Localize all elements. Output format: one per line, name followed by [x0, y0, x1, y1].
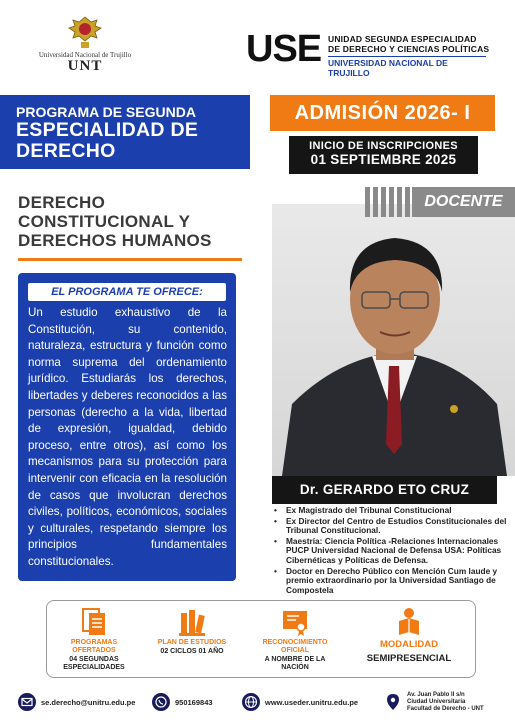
books-icon [179, 607, 205, 637]
address-text [407, 692, 484, 713]
address-line1: Av. Juan Pablo II s/n [407, 691, 465, 698]
program-box [0, 95, 250, 169]
course-line1: DERECHO [18, 193, 106, 212]
whatsapp-icon [152, 693, 170, 711]
inscription-label: INICIO DE INSCRIPCIONES [309, 140, 458, 152]
feature-title: RECONOCIMIENTO OFICIAL [262, 639, 328, 654]
docente-label: DOCENTE [412, 187, 515, 217]
offer-text: Un estudio exhaustivo de la Constitución, su contenido, naturaleza, estructura y función como norma suprema del ordenamiento jurídico. Estudiarás los derechos, libertades y deberes reconocidos a las personas (derecho a la vida, libertad de expresión, igualdad, debido proceso, entre otros), así como los mecanismos para su protección para intervenir con eficacia en la resolución de casos que involucran derechos civiles, políticos, económicos, sociales y culturales, respetando siempre los principios fundamentales constitucionales. [28, 306, 227, 568]
unt-seal-icon [65, 14, 105, 50]
inscription-date: 01 SEPTIEMBRE 2025 [310, 152, 457, 167]
use-line3: UNIVERSIDAD NACIONAL DE TRUJILLO [328, 56, 486, 78]
cv-item: • Doctor en Derecho Público con Mención Cum laude y premio extraordinario por la Universidad Santiago de Compostela [272, 567, 512, 596]
docente-name: Dr. GERARDO ETO CRUZ [272, 476, 497, 504]
course-line2: CONSTITUCIONAL Y [18, 212, 191, 231]
offer-heading: EL PROGRAMA TE OFRECE: [28, 283, 226, 301]
feature-plan [157, 607, 227, 656]
use-logo [246, 28, 496, 78]
program-line3: DERECHO [16, 140, 116, 162]
unt-name: Universidad Nacional de Trujillo [38, 51, 132, 59]
cv-item: • Ex Magistrado del Tribunal Constitucional [272, 506, 512, 516]
documents-icon [81, 607, 107, 637]
inscription-box [289, 136, 478, 174]
offer-box [18, 273, 236, 581]
admission-title: ADMISIÓN 2026- I [270, 95, 495, 131]
feature-title: PROGRAMAS OFERTADOS [70, 639, 118, 654]
docente-photo [272, 204, 515, 476]
feature-value: SEMIPRESENCIAL [366, 653, 452, 664]
address-line3: Facultad de Derecho - UNT [407, 705, 484, 712]
docente-cv [272, 506, 512, 596]
unt-logo [30, 14, 140, 74]
docente-stripes [365, 187, 415, 217]
phone-text: 950169843 [175, 697, 213, 707]
course-title [18, 193, 250, 250]
unt-abbr: UNT [67, 58, 103, 74]
footer-web[interactable] [242, 690, 358, 714]
certificate-icon [282, 607, 308, 637]
program-line2: ESPECIALIDAD DE [16, 119, 199, 141]
feature-value: A NOMBRE DE LA NACIÓN [264, 656, 326, 671]
program-line1: PROGRAMA DE SEGUNDA [16, 104, 196, 120]
mail-icon [18, 693, 36, 711]
email-text: se.derecho@unitru.edu.pe [41, 697, 136, 707]
feature-modality [359, 607, 459, 664]
footer-phone[interactable] [152, 690, 213, 714]
course-divider [18, 258, 242, 261]
footer-email[interactable] [18, 690, 135, 714]
feature-recognition [255, 607, 335, 672]
course-line3: DERECHOS HUMANOS [18, 231, 212, 250]
feature-programs [49, 607, 139, 672]
web-text: www.useder.unitru.edu.pe [265, 697, 359, 707]
cv-item: • Maestría: Ciencia Política -Relaciones Internacionales PUCP Universidad Nacional de Defensa USA: Políticas Cibernéticas y Políticas de Defensa. [272, 537, 512, 566]
address-line2: Ciudad Universitaria [407, 698, 466, 705]
location-pin-icon [384, 693, 402, 711]
feature-value: 02 CICLOS 01 AÑO [160, 648, 224, 655]
use-line2: DE DERECHO Y CIENCIAS POLÍTICAS [328, 44, 490, 54]
feature-value: 04 SEGUNDAS ESPECIALIDADES [63, 656, 125, 671]
features-box [46, 600, 476, 678]
use-abbr: USE [246, 28, 322, 70]
student-icon [396, 607, 422, 637]
feature-title: MODALIDAD [379, 639, 439, 650]
globe-icon [242, 693, 260, 711]
footer-address [384, 688, 484, 716]
cv-item: • Ex Director del Centro de Estudios Constitucionales del Tribunal Constitucional. [272, 517, 512, 536]
feature-title: PLAN DE ESTUDIOS [157, 639, 227, 646]
use-line1: UNIDAD SEGUNDA ESPECIALIDAD [328, 34, 477, 44]
